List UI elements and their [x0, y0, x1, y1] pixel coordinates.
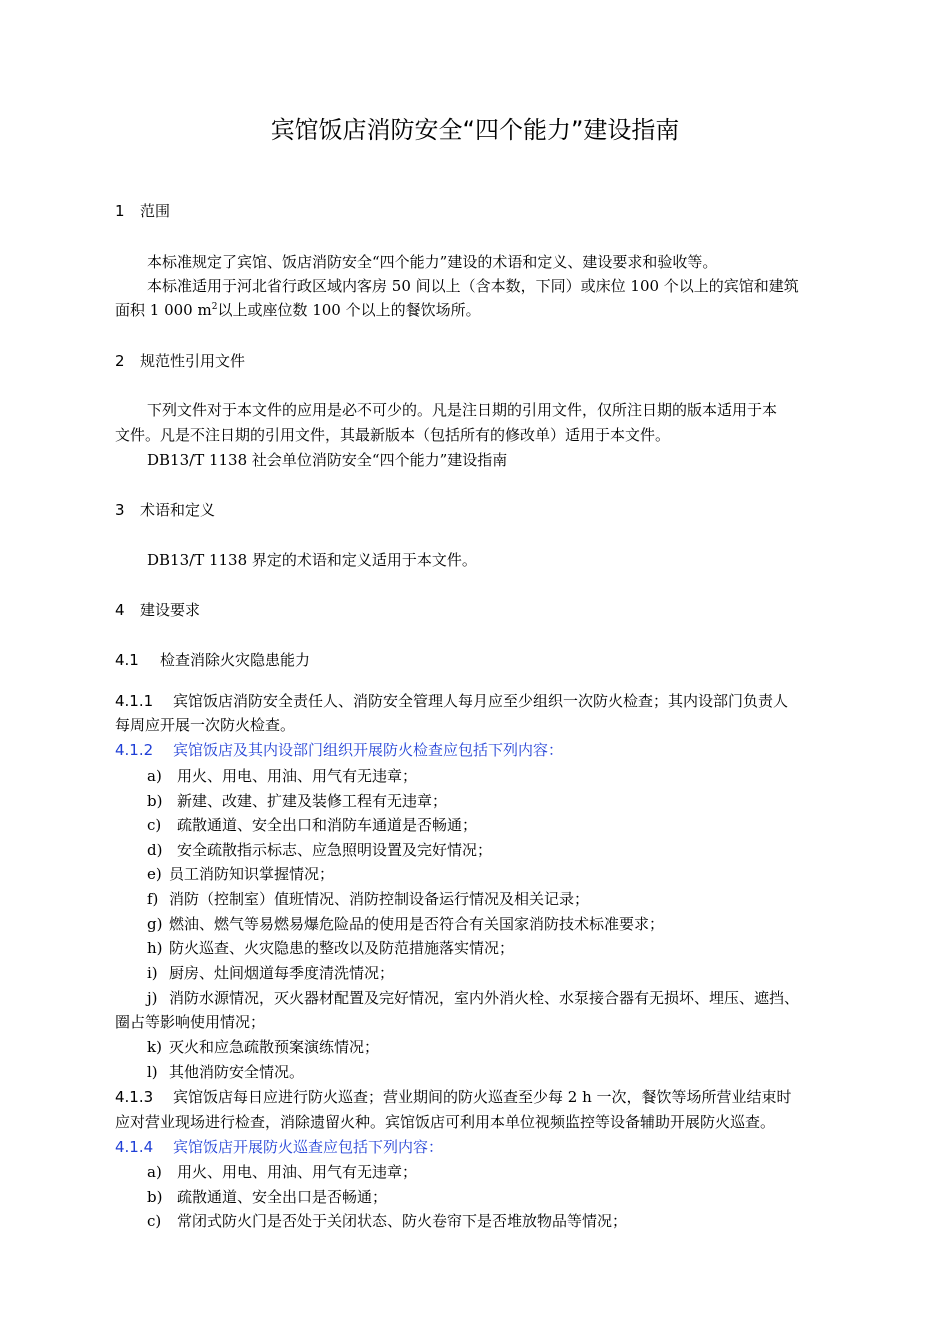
clause-4-1-1: 4.1.1 宾馆饭店消防安全责任人、消防安全管理人每月应至少组织一次防火检查；其内设部门负责人: [115, 692, 789, 710]
paragraph: 本标准适用于河北省行政区域内客房 50 间以上（含本数，下同）或床位 100 个以上的宾馆和建筑: [147, 277, 799, 295]
section-number: 3: [115, 501, 125, 519]
paragraph: 下列文件对于本文件的应用是必不可少的。凡是注日期的引用文件，仅所注日期的版本适用于本: [147, 401, 778, 419]
paragraph-continuation: 文件。凡是不注日期的引用文件，其最新版本（包括所有的修改单）适用于本文件。: [115, 426, 671, 444]
list-item: c) 疏散通道、安全出口和消防车通道是否畅通；: [147, 816, 478, 834]
section-heading-normative-references: [115, 350, 245, 372]
section-number: 1: [115, 202, 125, 220]
subsection-heading-4-1: [115, 649, 310, 671]
clause-continuation: 应对营业现场进行检查，消除遗留火种。宾馆饭店可利用本单位视频监控等设备辅助开展防火巡查。: [115, 1113, 776, 1131]
section-title: 规范性引用文件: [140, 352, 246, 370]
list-item: a) 用火、用电、用油、用气有无违章；: [147, 1163, 418, 1181]
section-number: 2: [115, 352, 125, 370]
list-item: b) 新建、改建、扩建及装修工程有无违章；: [147, 792, 448, 810]
section-number: 4: [115, 601, 125, 619]
document-title: 宾馆饭店消防安全“四个能力”建设指南: [270, 116, 680, 144]
section-title: 检查消除火灾隐患能力: [160, 651, 311, 669]
list-item: f) 消防（控制室）值班情况、消防控制设备运行情况及相关记录；: [147, 890, 590, 908]
clause-number: 4.1.3: [115, 1088, 154, 1106]
list-item: j) 消防水源情况，灭火器材配置及完好情况，室内外消火栓、水泵接合器有无损坏、埋压、遮挡、: [147, 989, 800, 1007]
list-item: d) 安全疏散指示标志、应急照明设置及完好情况；: [147, 841, 493, 859]
list-item: e) 员工消防知识掌握情况；: [147, 865, 335, 883]
section-heading-terms: [115, 499, 215, 521]
list-item: i) 厨房、灶间烟道每季度清洗情况；: [147, 964, 395, 982]
list-item-continuation: 圈占等影响使用情况；: [115, 1013, 266, 1031]
list-item: h) 防火巡查、火灾隐患的整改以及防范措施落实情况；: [147, 939, 515, 957]
clause-continuation: 每周应开展一次防火检查。: [115, 716, 296, 734]
section-heading-scope: [115, 200, 170, 222]
clause-4-1-2: 4.1.2 宾馆饭店及其内设部门组织开展防火检查应包括下列内容：: [115, 741, 564, 759]
section-title: 范围: [140, 202, 171, 220]
clause-4-1-4: 4.1.4 宾馆饭店开展防火巡查应包括下列内容：: [115, 1138, 444, 1156]
list-item: a) 用火、用电、用油、用气有无违章；: [147, 767, 418, 785]
section-heading-requirements: [115, 599, 200, 621]
list-item: k) 灭火和应急疏散预案演练情况；: [147, 1038, 380, 1056]
paragraph: 本标准规定了宾馆、饭店消防安全“四个能力”建设的术语和定义、建设要求和验收等。: [147, 253, 718, 271]
list-item: g) 燃油、燃气等易燃易爆危险品的使用是否符合有关国家消防技术标准要求；: [147, 915, 665, 933]
section-number: 4.1: [115, 651, 139, 669]
section-title: 术语和定义: [140, 501, 216, 519]
paragraph-continuation: 面积 1 000 $m^2$以上或座位数 100 个以上的餐饮场所。: [115, 301, 481, 319]
list-item: c) 常闭式防火门是否处于关闭状态、防火卷帘下是否堆放物品等情况；: [147, 1212, 628, 1230]
list-item: l) 其他消防安全情况。: [147, 1063, 305, 1081]
list-item: b) 疏散通道、安全出口是否畅通；: [147, 1188, 388, 1206]
paragraph: DB13/T 1138 界定的术语和定义适用于本文件。: [147, 551, 477, 569]
section-title: 建设要求: [140, 601, 201, 619]
clause-number: 4.1.4: [115, 1138, 154, 1156]
clause-4-1-3: 4.1.3 宾馆饭店每日应进行防火巡查；营业期间的防火巡查至少每 2 h 一次，餐饮等场所营业结束时: [115, 1088, 792, 1106]
reference-entry: DB13/T 1138 社会单位消防安全“四个能力”建设指南: [147, 451, 508, 469]
clause-number: 4.1.1: [115, 692, 154, 710]
clause-number: 4.1.2: [115, 741, 154, 759]
